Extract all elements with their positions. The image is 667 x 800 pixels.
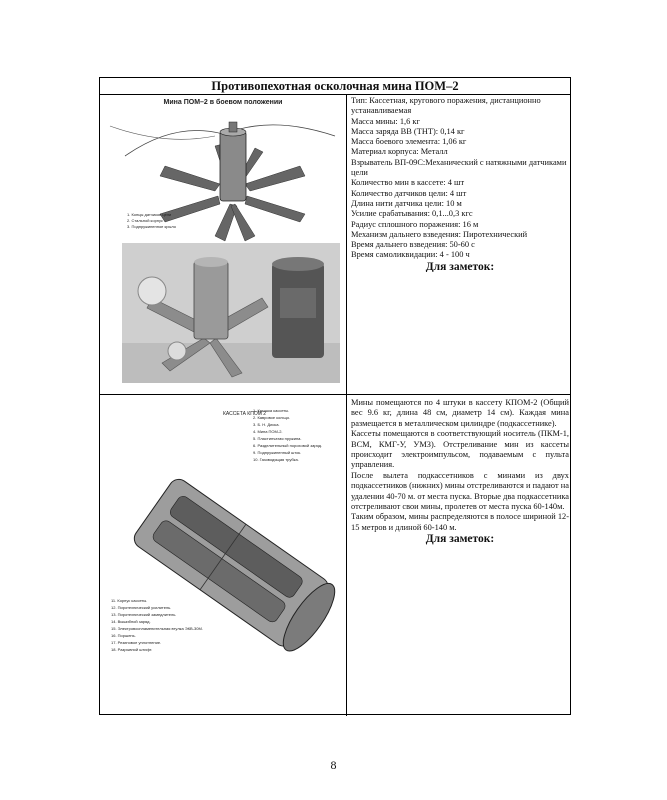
figure1-caption: Мина ПОМ–2 в боевом положении xyxy=(163,99,283,106)
figure2-legend-l5: 15. Электровоспламенительная втулка ЭКВ-30М. xyxy=(111,626,203,631)
main-table xyxy=(99,77,571,715)
spec-item: Радиус сплошного поражения: 16 м xyxy=(351,219,479,229)
figure2-legend-r1: 1. Крышка кассеты. xyxy=(253,408,290,413)
figure2-legend-l6: 16. Поршень. xyxy=(111,633,136,638)
spec-item: Масса боевого элемента: 1,06 кг xyxy=(351,137,467,147)
spec-item: Количество датчиков цели: 4 шт xyxy=(351,188,467,198)
figure2-legend-l4: 14. Вышибной заряд. xyxy=(111,619,151,624)
spec-item: Усилие срабатывания: 0,1...0,3 кгс xyxy=(351,209,473,219)
spec-item: Механизм дальнего взведения: Пиротехнический xyxy=(351,229,528,239)
figure2-legend-r7: 9. Подпружиненный шток. xyxy=(253,450,302,455)
figure2-legend-l3: 13. Пиротехнический замедлитель. xyxy=(111,612,177,617)
figure2-legend-l8: 18. Разрывной штифт. xyxy=(111,647,153,652)
spec-item: Взрыватель ВП-09С:Механический с натяжными датчиками цели xyxy=(351,157,567,178)
mine-photo xyxy=(122,243,340,383)
spec-item: Время самоликвидации: 4 - 100 ч xyxy=(351,250,470,260)
description-paragraph: Мины помещаются по 4 штуки в кассету КПОМ-2 (Общий вес 9.6 кг, длина 48 см, диаметр 14 см). Каждая мина размещается в металлическом цилиндре (подкассетнике). xyxy=(351,398,569,428)
figure2-legend-l1: 11. Корпус кассеты. xyxy=(111,598,148,603)
page-number: 8 xyxy=(330,758,337,772)
description-paragraph: Таким образом, мины распределяются в полосе шириной 12-15 метров и длиной 60-140 м. xyxy=(351,512,569,532)
cassette-cutaway-drawing xyxy=(103,397,343,713)
description-text xyxy=(351,398,569,545)
figure2-legend-r4: 4. Мина ПОМ-2. xyxy=(253,429,283,434)
page-title: Противопехотная осколочная мина ПОМ–2 xyxy=(100,78,570,95)
figure2-legend-l2: 12. Пиротехнический усилитель. xyxy=(111,605,172,610)
spec-item: Материал корпуса: Металл xyxy=(351,147,448,157)
figure2-legend-l7: 17. Резиновое уплотнение. xyxy=(111,640,162,645)
figure2-caption: КАССЕТА КПОМ 2 xyxy=(223,411,267,417)
figure1-legend-3: 3. Подпружиненное крыло xyxy=(127,224,176,229)
column-divider xyxy=(346,94,347,716)
description-paragraph: После вылета подкассетников с минами из двух подкассетников (нижних) мины отстреливаются и падают на удалении 40-70 м. от места пуска. Вторые два подкассетника отстреливают свои мины, пролетев от места пуска 60-140м. xyxy=(351,470,569,512)
spec-item: Время дальнего взведения: 50-60 с xyxy=(351,240,475,250)
figure1-legend-2: 2. Стальной корпус xyxy=(127,218,163,223)
figure2-legend-r2: 2. Кавровое кольцо. xyxy=(253,415,291,420)
figure2-legend-r6: 6. Разделительный пороховой заряд. xyxy=(253,443,323,448)
figure2-legend-r3: 3. Б. Н. Диска. xyxy=(253,422,280,427)
spec-list xyxy=(351,96,569,272)
mine-combat-position-drawing xyxy=(105,96,341,244)
spec-item: Масса мины: 1,6 кг xyxy=(351,116,420,126)
spec-item: Тип: Кассетная, кругового поражения, дистанционно устанавливаемая xyxy=(351,96,541,116)
notes-heading: Для заметок: xyxy=(425,261,495,273)
figure2-legend-r5: 5. Пластинчатая пружина. xyxy=(253,436,302,441)
spec-item: Масса заряда ВВ (ТНТ): 0,14 кг xyxy=(351,126,465,136)
figure2-legend-r8: 10. Газоводящая трубка. xyxy=(253,457,299,462)
figure1-legend-1: 1. Концы датчиков цели xyxy=(127,212,172,217)
row-divider xyxy=(100,394,570,395)
notes-heading: Для заметок: xyxy=(425,533,495,546)
spec-item: Количество мин в кассете: 4 шт xyxy=(351,178,465,188)
spec-item: Длина нити датчика цели: 10 м xyxy=(351,198,462,208)
description-paragraph: Кассеты помещаются в соответствующий носитель (ПКМ-1, ВСМ, КМГ-У, УМЗ). Отстреливание мин из кассеты происходит электроимпульсом, подаваемым с пульта управления. xyxy=(351,429,569,470)
